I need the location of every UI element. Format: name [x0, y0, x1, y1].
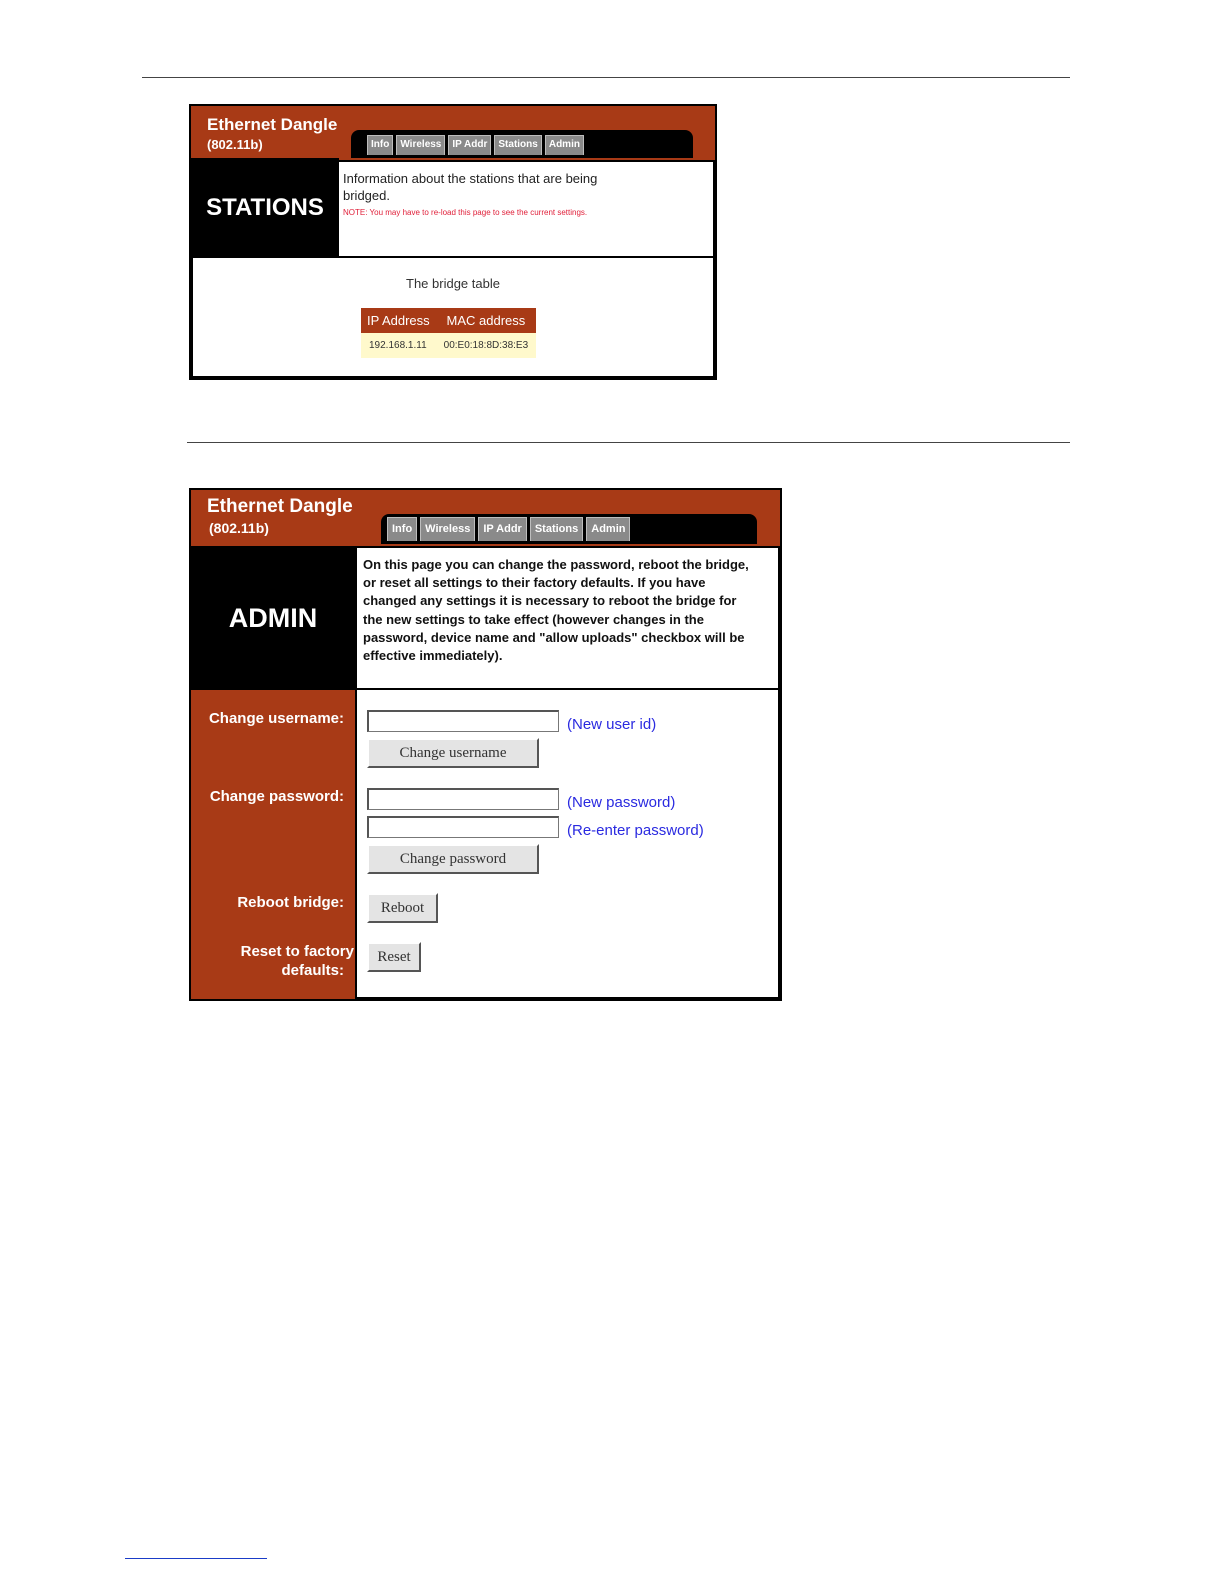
reboot-button[interactable]: Reboot [367, 893, 438, 923]
reload-note: NOTE: You may have to re-load this page to see the current settings. [343, 208, 588, 217]
new-username-input[interactable] [367, 710, 559, 732]
tab-ip-addr[interactable]: IP Addr [478, 517, 527, 541]
bridge-table [361, 308, 536, 358]
new-username-hint: (New user id) [567, 716, 657, 733]
bridge-table-area [191, 256, 715, 378]
tab-stations[interactable]: Stations [494, 135, 541, 155]
description-box [337, 160, 715, 258]
reset-label-line1: Reset to factory [240, 943, 354, 960]
admin-form-area [355, 688, 780, 999]
description-text: Information about the stations that are being bridged. [343, 171, 598, 203]
section-title: ADMIN [191, 546, 355, 690]
reset-label-line2: defaults: [281, 962, 344, 979]
top-divider [142, 77, 1070, 78]
tab-admin[interactable]: Admin [545, 135, 584, 155]
new-password-hint: (New password) [567, 794, 676, 811]
middle-divider [187, 442, 1070, 443]
tab-stations[interactable]: Stations [530, 517, 583, 541]
tab-ip-addr[interactable]: IP Addr [448, 135, 491, 155]
confirm-password-hint: (Re-enter password) [567, 822, 704, 839]
column-header-mac: MAC address [436, 308, 537, 333]
table-caption: The bridge table [406, 276, 500, 291]
change-username-button[interactable]: Change username [367, 738, 539, 768]
mac-cell: 00:E0:18:8D:38:E3 [436, 333, 537, 358]
table-row [361, 333, 536, 358]
admin-panel [189, 488, 782, 1001]
ip-cell: 192.168.1.11 [361, 333, 436, 358]
new-password-input[interactable] [367, 788, 559, 810]
footer-divider [125, 1558, 267, 1559]
brand-title: Ethernet Dangle [207, 115, 338, 134]
table-header-row [361, 308, 536, 333]
tab-admin[interactable]: Admin [586, 517, 630, 541]
tab-list [367, 135, 584, 155]
change-password-button[interactable]: Change password [367, 844, 539, 874]
tab-list [387, 517, 630, 541]
confirm-password-input[interactable] [367, 816, 559, 838]
tab-info[interactable]: Info [387, 517, 417, 541]
change-password-label: Change password: [209, 788, 344, 805]
change-username-label: Change username: [208, 710, 344, 727]
stations-panel [189, 104, 717, 380]
column-header-ip: IP Address [361, 308, 436, 333]
tab-wireless[interactable]: Wireless [420, 517, 475, 541]
reset-button[interactable]: Reset [367, 942, 421, 972]
reset-label [241, 942, 354, 980]
description-box [355, 546, 780, 690]
brand-title: Ethernet Dangle [207, 496, 353, 517]
brand-subtitle: (802.11b) [209, 520, 269, 536]
reboot-label: Reboot bridge: [237, 894, 344, 911]
tab-info[interactable]: Info [367, 135, 393, 155]
brand-subtitle: (802.11b) [207, 137, 263, 152]
tab-wireless[interactable]: Wireless [396, 135, 445, 155]
description-text: On this page you can change the password, reboot the bridge, or reset all settings to their factory defaults. If you have changed any settings it is necessary to reboot the bridge for the new settings to take effect (however changes in the password, device name and "allow uploads" checkbox will be effective immediately). [363, 557, 749, 664]
section-title: STATIONS [191, 158, 339, 258]
